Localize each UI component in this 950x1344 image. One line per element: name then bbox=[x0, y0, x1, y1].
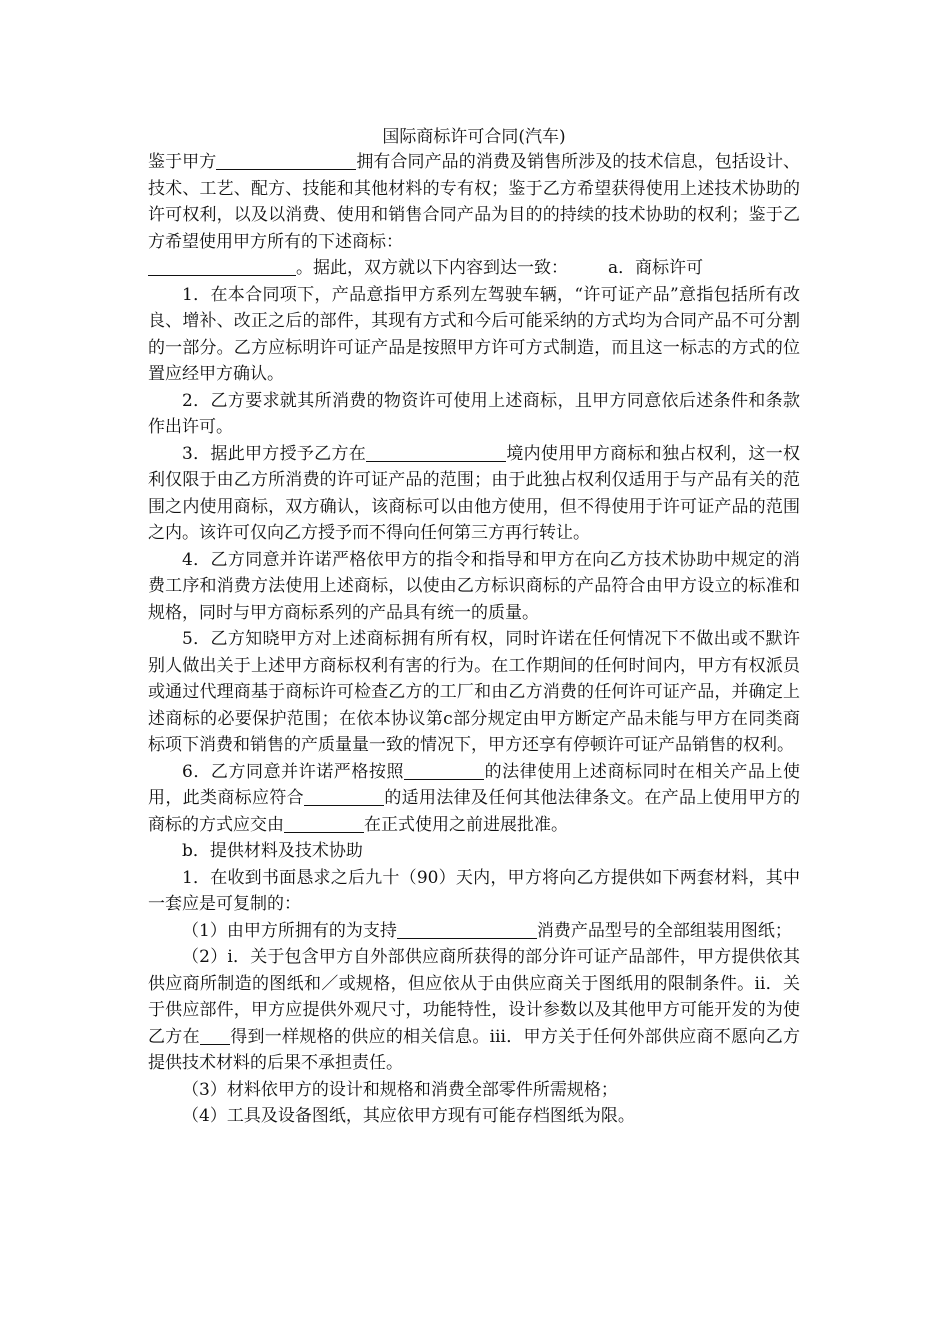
blank-party-a[interactable] bbox=[216, 151, 356, 170]
contract-page bbox=[148, 125, 800, 1130]
clause-a3 bbox=[148, 441, 800, 547]
clause-b1-sub3: （3）材料依甲方的设计和规格和消费全部零件所需规格； bbox=[182, 1079, 618, 1100]
blank-law-country[interactable] bbox=[404, 761, 484, 780]
clause-text: 6．乙方同意并许诺严格按照 bbox=[182, 761, 405, 782]
document-title: 国际商标许可合同(汽车) bbox=[382, 127, 566, 147]
preamble-text: 。据此，双方就以下内容到达一致： bbox=[296, 258, 568, 278]
clause-text: 消费产品型号的全部组装用图纸； bbox=[536, 920, 792, 941]
preamble-agreement bbox=[148, 255, 800, 282]
clause-a2: 2．乙方要求就其所消费的物资许可使用上述商标，且甲方同意依后述条件和条款作出许可。 bbox=[148, 390, 800, 437]
clause-b1-sub1 bbox=[148, 918, 800, 945]
blank-applicable-law[interactable] bbox=[304, 787, 384, 806]
clause-text: 在正式使用之前进展批准。 bbox=[364, 814, 568, 835]
clause-b1-sub2 bbox=[148, 944, 800, 1077]
clause-text: 的法律使用上述商标同时在相关产品上使用，此类商标应符合 bbox=[148, 761, 801, 808]
blank-product-model[interactable] bbox=[397, 920, 537, 939]
blank-territory[interactable] bbox=[366, 443, 506, 462]
clause-text: 的适用法律及任何其他法律条文。在产品上使用甲方的商标的方式应交由 bbox=[148, 788, 800, 835]
blank-approver[interactable] bbox=[284, 814, 364, 833]
clause-b1: 1．在收到书面恳求之后九十（90）天内，甲方将向乙方提供如下两套材料，其中一套应是可复制的： bbox=[148, 867, 800, 914]
clause-text: （1）由甲方所拥有的为支持 bbox=[182, 920, 397, 941]
blank-location[interactable] bbox=[200, 1026, 230, 1045]
clause-text: （2）ⅰ．关于包含甲方自外部供应商所获得的部分许可证产品部件，甲方提供依其供应商所制造的图纸和／或规格，但应依从于由供应商关于图纸用的限制条件。ⅱ．关于供应部件，甲方应提供外观尺寸，功能特性，设计参数以及其他甲方可能开发的为使乙方在 bbox=[148, 947, 800, 1047]
blank-trademark[interactable] bbox=[148, 257, 296, 276]
clause-a1: 1．在本合同项下，产品意指甲方系列左驾驶车辆，“许可证产品”意指包括所有改良、增补、改正之后的部件，其现有方式和今后可能采纳的方式均为合同产品不可分割的一部分。乙方应标明许可证产品是按照甲方许可方式制造，而且这一标志的方式的位置应经甲方确认。 bbox=[148, 284, 800, 384]
clause-a4: 4．乙方同意并许诺严格依甲方的指令和指导和甲方在向乙方技术协助中规定的消费工序和消费方法使用上述商标，以使由乙方标识商标的产品符合由甲方设立的标准和规格，同时与甲方商标系列的产品具有统一的质量。 bbox=[148, 549, 800, 623]
clause-b1-sub4: （4）工具及设备图纸，其应依甲方现有可能存档图纸为限。 bbox=[182, 1106, 635, 1126]
section-a-heading: a．商标许可 bbox=[608, 258, 704, 278]
clause-a5: 5．乙方知晓甲方对上述商标拥有所有权，同时许诺在任何情况下不做出或不默许别人做出关于上述甲方商标权利有害的行为。在工作期间的任何时间内，甲方有权派员或通过代理商基于商标许可检查乙方的工厂和由乙方消费的任何许可证产品，并确定上述商标的必要保护范围；在依本协议第c部分规定由甲方断定产品未能与甲方在同类商标项下消费和销售的产质量量一致的情况下，甲方还享有停顿许可证产品销售的权利。 bbox=[148, 629, 800, 755]
clause-a6 bbox=[148, 759, 800, 839]
preamble-text: 拥有合同产品的消费及销售所涉及的技术信息，包括设计、技术、工艺、配方、技能和其他材料的专有权；鉴于乙方希望获得使用上述技术协助的许可权利，以及以消费、使用和销售合同产品为目的的持续的技术协助的权利；鉴于乙方希望使用甲方所有的下述商标： bbox=[148, 152, 801, 252]
preamble-paragraph bbox=[148, 149, 800, 255]
clause-text: 境内使用甲方商标和独占权利，这一权利仅限于由乙方所消费的许可证产品的范围；由于此独占权利仅适用于与产品有关的范围之内使用商标，双方确认，该商标可以由他方使用，但不得使用于许可证产品的范围之内。该许可仅向乙方授予而不得向任何第三方再行转让。 bbox=[148, 443, 800, 543]
clause-text: 3．据此甲方授予乙方在 bbox=[182, 443, 367, 464]
preamble-text: 鉴于甲方 bbox=[148, 152, 217, 172]
section-b-heading: b．提供材料及技术协助 bbox=[182, 841, 363, 861]
clause-text: 得到一样规格的供应的相关信息。ⅲ．甲方关于任何外部供应商不愿向乙方提供技术材料的后果不承担责任。 bbox=[148, 1026, 800, 1073]
